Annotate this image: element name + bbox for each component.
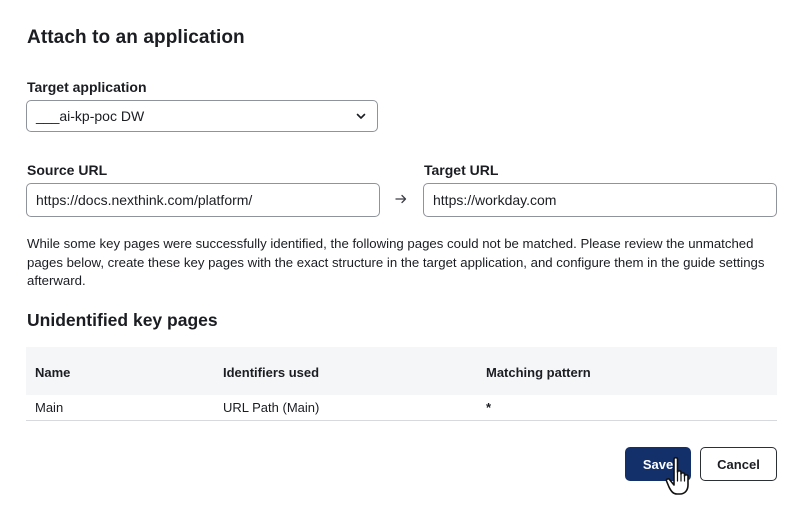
target-application-label: Target application — [27, 79, 147, 95]
save-button[interactable]: Save — [625, 447, 691, 481]
cancel-button[interactable]: Cancel — [700, 447, 777, 481]
target-application-value: ___ai-kp-poc DW — [36, 108, 145, 124]
target-url-input[interactable] — [423, 183, 777, 217]
chevron-down-icon — [355, 110, 367, 122]
target-url-label: Target URL — [424, 162, 499, 178]
column-header-name: Name — [35, 365, 71, 380]
source-url-label: Source URL — [27, 162, 108, 178]
dialog-title: Attach to an application — [27, 27, 245, 48]
target-application-select[interactable] — [26, 100, 378, 132]
row-name-cell: Main — [35, 400, 64, 415]
unidentified-key-pages-heading: Unidentified key pages — [27, 310, 218, 330]
table-row-divider — [26, 420, 777, 421]
hand-pointer-icon — [664, 455, 700, 497]
source-url-input[interactable] — [26, 183, 380, 217]
mismatch-description: While some key pages were successfully identified, the following pages could not be matched. Please review the unmatched pages below, create these key pages with the exact structure in the target application, and configure them in the guide settings afterward. — [27, 236, 765, 288]
row-matching-pattern-cell: * — [486, 400, 492, 415]
row-identifiers-cell: URL Path (Main) — [223, 400, 320, 415]
column-header-matching-pattern: Matching pattern — [486, 365, 591, 380]
column-header-identifiers: Identifiers used — [223, 365, 320, 380]
table-header — [26, 347, 777, 395]
arrow-right-icon — [394, 192, 408, 206]
